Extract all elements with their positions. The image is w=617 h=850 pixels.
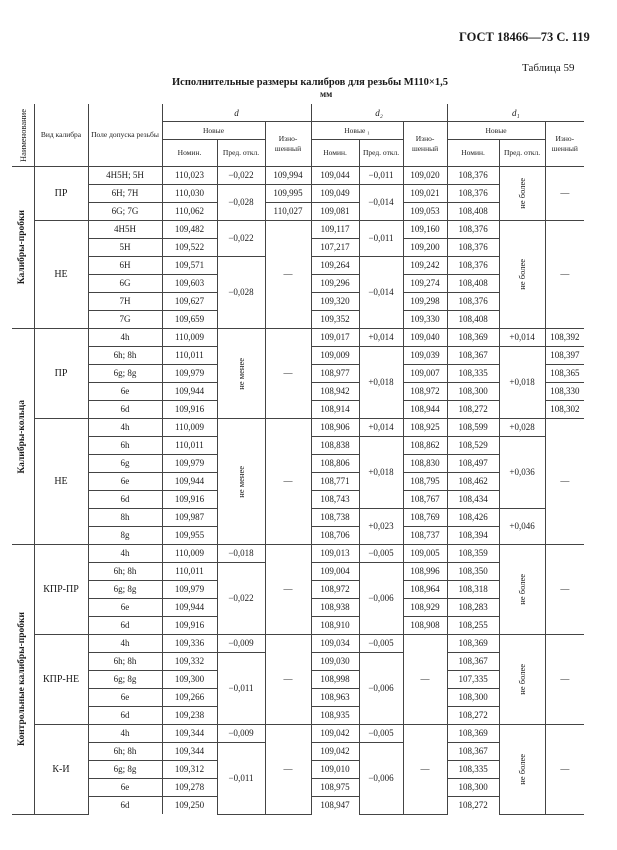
d2-worn-cell: 109,274 (403, 275, 447, 293)
tolerance-cell: 6G; 7G (88, 203, 162, 221)
d2-nominal-cell: 108,998 (311, 671, 359, 689)
d1-nominal-cell: 108,367 (447, 347, 499, 365)
tolerance-cell: 6h (88, 437, 162, 455)
tolerance-cell: 4h (88, 329, 162, 347)
d2-dev-cell: +0,014 (359, 419, 403, 437)
tolerance-cell: 6e (88, 599, 162, 617)
d1-nominal-cell: 108,376 (447, 185, 499, 203)
tolerance-cell: 6e (88, 779, 162, 797)
d-nominal-cell: 109,987 (162, 509, 217, 527)
ne-menee-note: не менее (235, 357, 246, 390)
d-nominal-cell: 109,571 (162, 257, 217, 275)
name-header: Наименование (17, 108, 28, 162)
table-number: Таблица 59 (522, 62, 575, 74)
d2-worn-cell: 109,053 (403, 203, 447, 221)
d-nominal-cell: 109,332 (162, 653, 217, 671)
d-nominal-cell: 109,482 (162, 221, 217, 239)
d-new-header: Новые (162, 122, 265, 140)
d-nominal-cell: 110,009 (162, 329, 217, 347)
d-nominal-cell: 109,627 (162, 293, 217, 311)
d2-nominal-cell: 108,706 (311, 527, 359, 545)
d-worn-cell: 109,994 (265, 167, 311, 185)
d-nominal-cell: 109,944 (162, 599, 217, 617)
d-worn-header: Изно-шенный (265, 122, 311, 167)
tolerance-cell: 6d (88, 707, 162, 725)
d2-nominal-cell: 109,264 (311, 257, 359, 275)
tolerance-cell: 8g (88, 527, 162, 545)
tolerance-cell: 6h; 8h (88, 563, 162, 581)
d-nominal-cell: 109,312 (162, 761, 217, 779)
d1-nominal-cell: 108,300 (447, 779, 499, 797)
tolerance-cell: 6d (88, 797, 162, 815)
tolerance-cell: 8h (88, 509, 162, 527)
d-nominal-cell: 110,009 (162, 545, 217, 563)
d-dev-cell: −0,009 (217, 725, 265, 743)
d2-dev-cell: −0,011 (359, 167, 403, 185)
d-dev-cell: −0,028 (217, 257, 265, 329)
d2-worn-header: Изно-шенный (403, 122, 447, 167)
d-nominal-cell: 109,522 (162, 239, 217, 257)
d1-worn-cell: 108,392 (545, 329, 584, 347)
ne-bolee-note: не более (516, 574, 527, 605)
d2-worn-cell: 108,767 (403, 491, 447, 509)
dash-cell: — (545, 419, 584, 545)
d1-dev-cell: +0,036 (499, 437, 545, 509)
dash-cell: — (545, 167, 584, 221)
d1-dev-cell: +0,028 (499, 419, 545, 437)
d1-worn-cell: 108,330 (545, 383, 584, 401)
d-nominal-cell: 109,266 (162, 689, 217, 707)
dash-cell: — (545, 221, 584, 329)
gauge-type-cell: ПР (34, 329, 88, 419)
d2-worn-cell: 109,160 (403, 221, 447, 239)
ne-bolee-note: не более (516, 664, 527, 695)
gauge-type-cell: НЕ (34, 419, 88, 545)
tolerance-cell: 6e (88, 383, 162, 401)
d-header: d (162, 104, 311, 122)
d1-nominal-cell: 108,376 (447, 239, 499, 257)
d2-dev-cell: −0,005 (359, 545, 403, 563)
tolerance-cell: 6h; 8h (88, 743, 162, 761)
ne-bolee-note: не более (516, 259, 527, 290)
d2-worn-cell: 109,242 (403, 257, 447, 275)
d1-nominal-cell: 108,529 (447, 437, 499, 455)
dash-cell: — (403, 725, 447, 815)
d2-nominal-cell: 109,352 (311, 311, 359, 329)
d1-nominal-cell: 108,408 (447, 275, 499, 293)
d2-worn-cell: 109,298 (403, 293, 447, 311)
d1-nominal-cell: 108,255 (447, 617, 499, 635)
d2-worn-cell: 109,040 (403, 329, 447, 347)
table-title: Исполнительные размеры калибров для резьбы М110×1,5 (172, 77, 448, 88)
d2-dev-cell: −0,005 (359, 635, 403, 653)
d2-dev-header: Пред. откл. (359, 140, 403, 167)
d-dev-header: Пред. откл. (217, 140, 265, 167)
group-control-plug-gauges: Контрольные калибры-пробки (17, 612, 28, 747)
d2-nominal-cell: 109,010 (311, 761, 359, 779)
d-dev-cell: −0,022 (217, 221, 265, 257)
d2-worn-cell: 108,929 (403, 599, 447, 617)
d1-nominal-cell: 108,335 (447, 365, 499, 383)
d2-dev-cell: +0,023 (359, 509, 403, 545)
d1-nominal-cell: 108,376 (447, 293, 499, 311)
d2-nominal-cell: 108,938 (311, 599, 359, 617)
d2-dev-cell: −0,006 (359, 653, 403, 725)
d2-nominal-cell: 107,217 (311, 239, 359, 257)
d-nominal-cell: 110,009 (162, 419, 217, 437)
dash-cell: — (545, 725, 584, 815)
d-nominal-cell: 109,344 (162, 725, 217, 743)
d2-nominal-cell: 108,910 (311, 617, 359, 635)
d1-nominal-cell: 108,408 (447, 311, 499, 329)
d2-dev-cell: +0,014 (359, 329, 403, 347)
ne-bolee-note: не более (516, 753, 527, 785)
tolerance-cell: 6d (88, 491, 162, 509)
d2-dev-cell: −0,014 (359, 185, 403, 221)
d1-dev-cell: +0,018 (499, 347, 545, 419)
d-nominal-cell: 110,011 (162, 437, 217, 455)
d2-nominal-cell: 109,042 (311, 725, 359, 743)
d1-nominal-cell: 108,272 (447, 797, 499, 815)
d2-nominal-cell: 108,942 (311, 383, 359, 401)
d-nominal-cell: 109,955 (162, 527, 217, 545)
d-dev-cell: −0,018 (217, 545, 265, 563)
d-worn-cell: 110,027 (265, 203, 311, 221)
d1-nominal-cell: 108,367 (447, 743, 499, 761)
tolerance-cell: 6G (88, 275, 162, 293)
d1-nominal-cell: 108,369 (447, 329, 499, 347)
d-nominal-cell: 110,011 (162, 563, 217, 581)
dash-cell: — (403, 635, 447, 725)
d2-worn-cell: 109,007 (403, 365, 447, 383)
d2-new-header: Новые ₁ (311, 122, 403, 140)
d-nominal-cell: 109,344 (162, 743, 217, 761)
ne-menee-note: не менее (235, 465, 246, 498)
d-nominal-cell: 109,916 (162, 617, 217, 635)
d2-nominal-cell: 109,081 (311, 203, 359, 221)
d2-nominal-cell: 109,013 (311, 545, 359, 563)
d-nominal-header: Номин. (162, 140, 217, 167)
tolerance-cell: 6e (88, 473, 162, 491)
d1-nominal-header: Номин. (447, 140, 499, 167)
d1-nominal-cell: 108,318 (447, 581, 499, 599)
d1-nominal-cell: 108,359 (447, 545, 499, 563)
d-dev-cell: −0,009 (217, 635, 265, 653)
d-nominal-cell: 109,979 (162, 455, 217, 473)
dash-cell: — (265, 329, 311, 419)
d2-nominal-cell: 109,044 (311, 167, 359, 185)
d2-worn-cell: 108,769 (403, 509, 447, 527)
d1-nominal-cell: 108,300 (447, 383, 499, 401)
d1-nominal-cell: 108,369 (447, 635, 499, 653)
d1-nominal-cell: 108,599 (447, 419, 499, 437)
d2-nominal-cell: 109,030 (311, 653, 359, 671)
d-nominal-cell: 109,944 (162, 473, 217, 491)
d-nominal-cell: 109,944 (162, 383, 217, 401)
gauge-type-cell: КПР-НЕ (34, 635, 88, 725)
d1-nominal-cell: 108,394 (447, 527, 499, 545)
tolerance-cell: 6Н (88, 257, 162, 275)
d-dev-cell: −0,022 (217, 167, 265, 185)
d1-nominal-cell: 108,283 (447, 599, 499, 617)
d2-worn-cell: 109,005 (403, 545, 447, 563)
d2-nominal-cell: 109,017 (311, 329, 359, 347)
d2-nominal-cell: 108,838 (311, 437, 359, 455)
tolerance-cell: 6e (88, 689, 162, 707)
d1-header: d₁ (447, 104, 584, 122)
group-plug-gauges: Калибры-пробки (17, 210, 28, 285)
gauge-dimensions-table (12, 104, 584, 815)
dash-cell: — (545, 635, 584, 725)
d1-nominal-cell: 108,497 (447, 455, 499, 473)
d2-nominal-cell: 108,935 (311, 707, 359, 725)
d1-dev-cell: +0,046 (499, 509, 545, 545)
d2-dev-cell: −0,011 (359, 221, 403, 257)
dash-cell: — (265, 419, 311, 545)
d1-nominal-cell: 108,426 (447, 509, 499, 527)
gauge-type-cell: ПР (34, 167, 88, 221)
d2-nominal-cell: 108,963 (311, 689, 359, 707)
d2-nominal-cell: 109,004 (311, 563, 359, 581)
d2-nominal-cell: 109,042 (311, 743, 359, 761)
d-nominal-cell: 110,062 (162, 203, 217, 221)
d2-nominal-cell: 108,972 (311, 581, 359, 599)
d1-nominal-cell: 108,376 (447, 257, 499, 275)
d2-nominal-cell: 108,738 (311, 509, 359, 527)
tolerance-cell: 4h (88, 545, 162, 563)
d1-nominal-cell: 108,376 (447, 167, 499, 185)
d2-dev-cell: −0,005 (359, 725, 403, 743)
d1-new-header: Новые (447, 122, 545, 140)
dash-cell: — (545, 545, 584, 635)
d2-nominal-cell: 108,906 (311, 419, 359, 437)
d1-nominal-cell: 108,272 (447, 707, 499, 725)
d2-worn-cell: 109,330 (403, 311, 447, 329)
d-nominal-cell: 109,336 (162, 635, 217, 653)
d2-worn-cell: 108,996 (403, 563, 447, 581)
d2-worn-cell: 109,039 (403, 347, 447, 365)
d-nominal-cell: 109,278 (162, 779, 217, 797)
d2-nominal-cell: 108,743 (311, 491, 359, 509)
d2-worn-cell: 108,964 (403, 581, 447, 599)
d1-nominal-cell: 108,350 (447, 563, 499, 581)
d-nominal-cell: 109,659 (162, 311, 217, 329)
d-dev-cell: −0,022 (217, 563, 265, 635)
unit-label: мм (320, 89, 333, 99)
d-dev-cell: −0,011 (217, 653, 265, 725)
d2-worn-cell: 109,021 (403, 185, 447, 203)
d2-dev-cell: +0,018 (359, 347, 403, 419)
d1-nominal-cell: 108,462 (447, 473, 499, 491)
d1-worn-header: Изно-шенный (545, 122, 584, 167)
tolerance-header: Поле допуска резьбы (88, 104, 162, 167)
tolerance-cell: 6g; 8g (88, 671, 162, 689)
d2-worn-cell: 108,830 (403, 455, 447, 473)
d1-nominal-cell: 108,376 (447, 221, 499, 239)
tolerance-cell: 6g; 8g (88, 761, 162, 779)
d-worn-cell: 109,995 (265, 185, 311, 203)
d1-nominal-cell: 108,272 (447, 401, 499, 419)
gauge-type-header: Вид калибра (34, 104, 88, 167)
tolerance-cell: 6g; 8g (88, 365, 162, 383)
d2-worn-cell: 108,944 (403, 401, 447, 419)
d1-worn-cell: 108,365 (545, 365, 584, 383)
d-dev-cell: −0,028 (217, 185, 265, 221)
d2-nominal-cell: 108,947 (311, 797, 359, 815)
group-ring-gauges: Калибры-кольца (17, 399, 28, 474)
d-dev-cell: −0,011 (217, 743, 265, 815)
tolerance-cell: 6g; 8g (88, 581, 162, 599)
tolerance-cell: 4h (88, 419, 162, 437)
d-nominal-cell: 110,023 (162, 167, 217, 185)
tolerance-cell: 4h (88, 635, 162, 653)
d2-worn-cell: 108,862 (403, 437, 447, 455)
d2-nominal-cell: 109,049 (311, 185, 359, 203)
d2-dev-cell: −0,014 (359, 257, 403, 329)
d2-nominal-cell: 108,771 (311, 473, 359, 491)
d2-worn-cell: 109,200 (403, 239, 447, 257)
d1-nominal-cell: 108,300 (447, 689, 499, 707)
tolerance-cell: 7G (88, 311, 162, 329)
tolerance-cell: 6d (88, 401, 162, 419)
d2-nominal-cell: 109,034 (311, 635, 359, 653)
d2-nominal-header: Номин. (311, 140, 359, 167)
tolerance-cell: 6h; 8h (88, 653, 162, 671)
d1-nominal-cell: 107,335 (447, 671, 499, 689)
tolerance-cell: 6g (88, 455, 162, 473)
tolerance-cell: 6h; 8h (88, 347, 162, 365)
page-header: ГОСТ 18466—73 С. 119 (459, 30, 590, 44)
tolerance-cell: 4h (88, 725, 162, 743)
gauge-type-cell: НЕ (34, 221, 88, 329)
ne-bolee-note: не более (516, 178, 527, 209)
d-nominal-cell: 109,238 (162, 707, 217, 725)
d2-nominal-cell: 108,977 (311, 365, 359, 383)
d1-nominal-cell: 108,408 (447, 203, 499, 221)
d2-nominal-cell: 109,117 (311, 221, 359, 239)
d2-nominal-cell: 108,975 (311, 779, 359, 797)
tolerance-cell: 5Н (88, 239, 162, 257)
d2-nominal-cell: 109,009 (311, 347, 359, 365)
d2-worn-cell: 108,737 (403, 527, 447, 545)
d2-worn-cell: 108,972 (403, 383, 447, 401)
d1-worn-cell: 108,397 (545, 347, 584, 365)
tolerance-cell: 4Н5Н (88, 221, 162, 239)
d-nominal-cell: 110,030 (162, 185, 217, 203)
d1-dev-cell: +0,014 (499, 329, 545, 347)
d1-nominal-cell: 108,335 (447, 761, 499, 779)
d1-nominal-cell: 108,369 (447, 725, 499, 743)
dash-cell: — (265, 725, 311, 815)
dash-cell: — (265, 635, 311, 725)
d2-worn-cell: 108,908 (403, 617, 447, 635)
d-nominal-cell: 109,250 (162, 797, 217, 815)
tolerance-cell: 6d (88, 617, 162, 635)
d-nominal-cell: 109,603 (162, 275, 217, 293)
d-nominal-cell: 109,916 (162, 401, 217, 419)
gauge-type-cell: КПР-ПР (34, 545, 88, 635)
d1-nominal-cell: 108,367 (447, 653, 499, 671)
dash-cell: — (265, 221, 311, 329)
d-nominal-cell: 109,979 (162, 365, 217, 383)
d2-nominal-cell: 108,914 (311, 401, 359, 419)
d2-worn-cell: 108,925 (403, 419, 447, 437)
d-nominal-cell: 109,916 (162, 491, 217, 509)
dash-cell: — (265, 545, 311, 635)
d2-dev-cell: −0,006 (359, 563, 403, 635)
tolerance-cell: 4Н5Н; 5Н (88, 167, 162, 185)
d-nominal-cell: 109,300 (162, 671, 217, 689)
d2-nominal-cell: 108,806 (311, 455, 359, 473)
d2-worn-cell: 108,795 (403, 473, 447, 491)
d2-dev-cell: −0,006 (359, 743, 403, 815)
d2-header: d₂ (311, 104, 447, 122)
d2-dev-cell: +0,018 (359, 437, 403, 509)
d1-worn-cell: 108,302 (545, 401, 584, 419)
d-nominal-cell: 109,979 (162, 581, 217, 599)
d1-nominal-cell: 108,434 (447, 491, 499, 509)
tolerance-cell: 6Н; 7Н (88, 185, 162, 203)
gauge-type-cell: К-И (34, 725, 88, 815)
tolerance-cell: 7Н (88, 293, 162, 311)
d2-nominal-cell: 109,320 (311, 293, 359, 311)
d1-dev-header: Пред. откл. (499, 140, 545, 167)
d2-nominal-cell: 109,296 (311, 275, 359, 293)
d2-worn-cell: 109,020 (403, 167, 447, 185)
d-nominal-cell: 110,011 (162, 347, 217, 365)
